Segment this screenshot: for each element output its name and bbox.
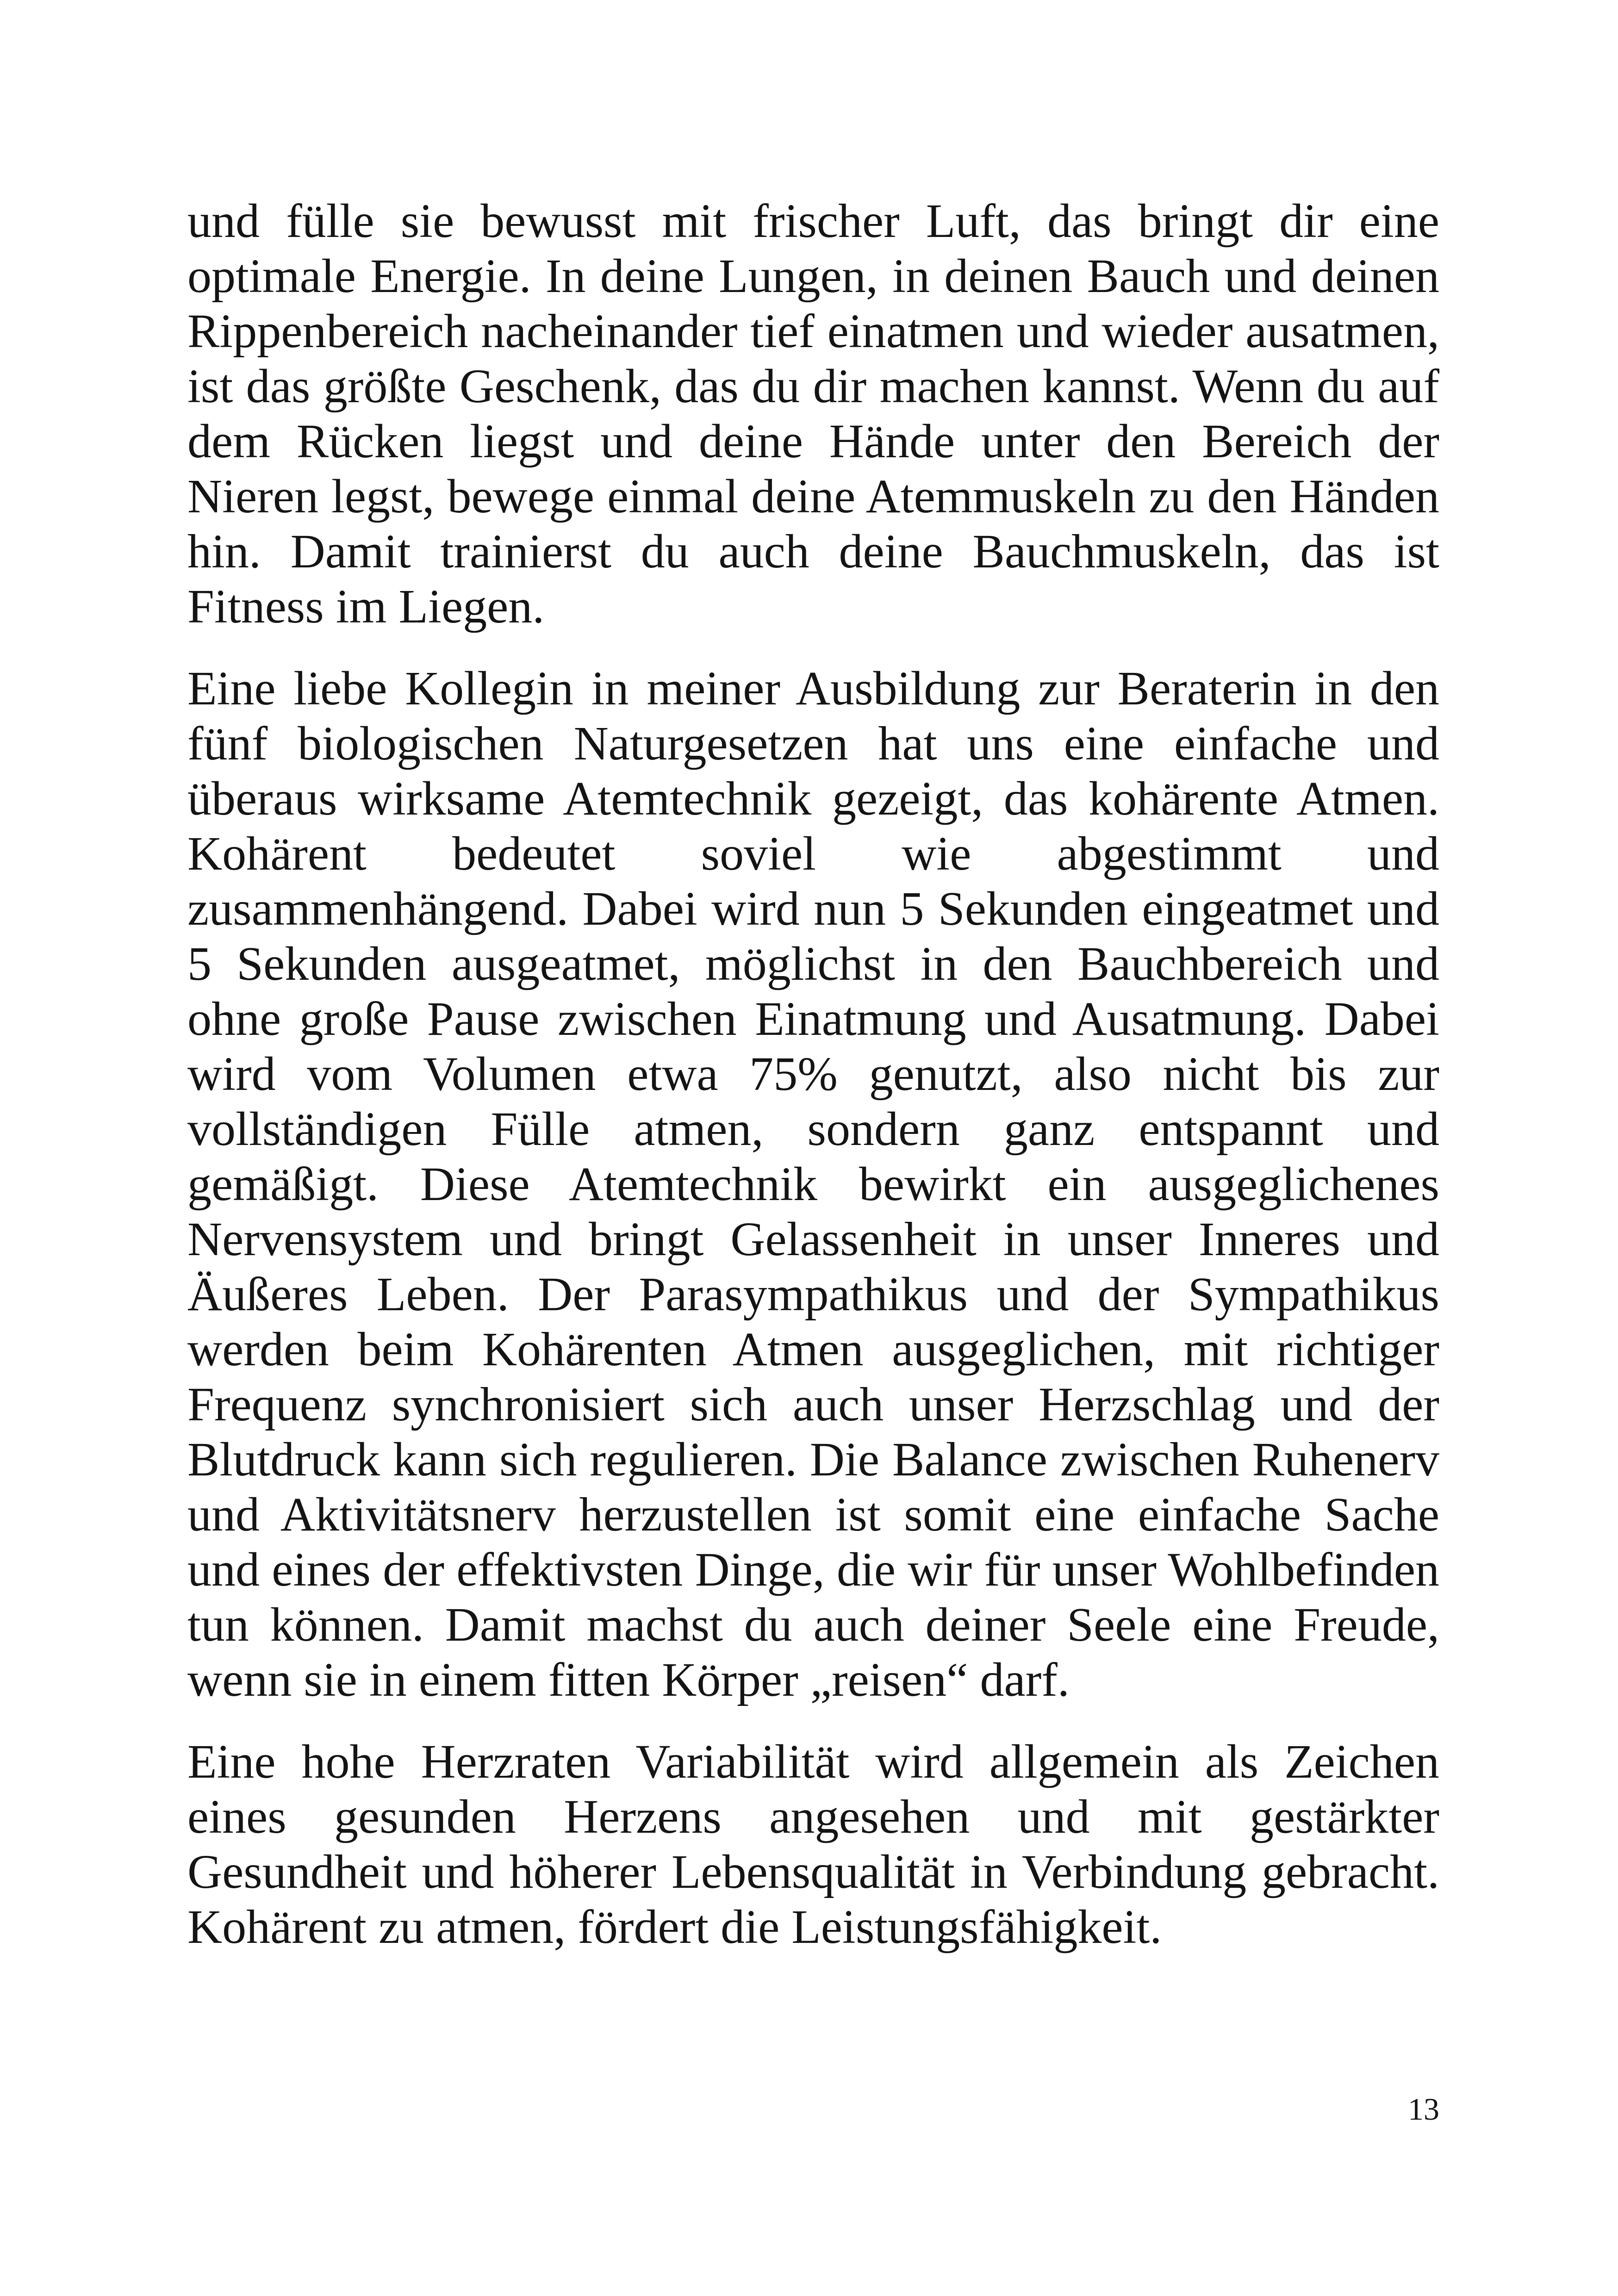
body-text — [187, 193, 1439, 1981]
page-number: 13 — [1408, 2091, 1439, 2127]
paragraph-coherent-breathing: Eine liebe Kollegin in meiner Ausbildung zur Beraterin in den fünf biologischen Naturgesetzen hat uns eine einfache und überaus wirksame Atemtechnik gezeigt, das kohärente Atmen. Kohärent bedeutet soviel wie abgestimmt und zusammenhängend. Dabei wird nun 5 Sekunden eingeatmet und 5 Sekunden ausgeatmet, möglichst in den Bauchbereich und ohne große Pause zwischen Einatmung und Ausatmung. Dabei wird vom Volumen etwa 75% genutzt, also nicht bis zur vollständigen Fülle atmen, sondern ganz entspannt und gemäßigt. Diese Atemtechnik bewirkt ein ausgeglichenes Nervensystem und bringt Gelassenheit in unser Inneres und Äußeres Leben. Der Parasympathikus und der Sympathikus werden beim Kohärenten Atmen ausgeglichen, mit richtiger Frequenz synchronisiert sich auch unser Herzschlag und der Blutdruck kann sich regulieren. Die Balance zwischen Ruhenerv und Aktivitätsnerv herzustellen ist somit eine einfache Sache und eines der effektivsten Dinge, die wir für unser Wohlbefinden tun können. Damit machst du auch deiner Seele eine Freude, wenn sie in einem fitten Körper „reisen“ darf. — [187, 662, 1439, 1706]
paragraph-heart-rate-variability: Eine hohe Herzraten Variabilität wird allgemein als Zeichen eines gesunden Herzens angesehen und mit gestärkter Gesundheit und höherer Lebensqualität in Verbindung gebracht. Kohärent zu atmen, fördert die Leistungsfähigkeit. — [187, 1735, 1439, 1954]
paragraph-breathing-intro: und fülle sie bewusst mit frischer Luft, das bringt dir eine optimale Energie. In deine Lungen, in deinen Bauch und deinen Rippenbereich nacheinander tief einatmen und wieder ausatmen, ist das größte Geschenk, das du dir machen kannst. Wenn du auf dem Rücken liegst und deine Hände unter den Bereich der Nieren legst, bewege einmal deine Atemmuskeln zu den Händen hin. Damit trainierst du auch deine Bauchmuskeln, das ist Fitness im Liegen. — [187, 194, 1439, 633]
